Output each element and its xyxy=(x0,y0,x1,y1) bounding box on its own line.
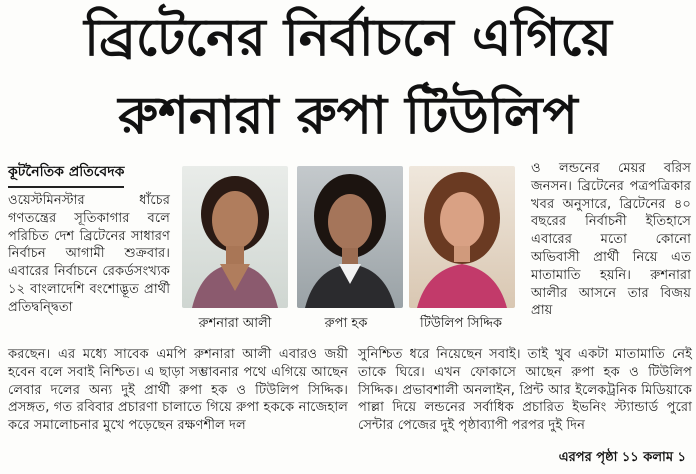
photo-caption: টিউলিপ সিদ্দিক xyxy=(419,316,503,331)
portrait-rushanara-ali xyxy=(182,166,288,308)
portrait-rupa-huq xyxy=(297,166,403,308)
headline-line-2: রুশনারা রুপা টিউলিপ xyxy=(118,86,578,146)
person-portrait-illustration xyxy=(297,166,403,308)
person-portrait-illustration xyxy=(182,166,288,308)
continued-on-page: এরপর পৃষ্ঠা ১১ কলাম ১ xyxy=(558,450,686,465)
byline: কূটনৈতিক প্রতিবেদক xyxy=(8,160,124,188)
photo-caption: রুশনারা আলী xyxy=(198,316,272,331)
person-portrait-illustration xyxy=(409,166,515,308)
article-body-bottom-left: করছেন। এর মধ্যে সাবেক এমপি রুশনারা আলী এবারও জয়ী হবেন বলে সবাই নিশ্চিত। এ ছাড়া সম্ভাবনার পথে এগিয়ে আছেন লেবার দলের অন্য দুই প্রার্থী রুপা হক ও টিউলিপ সিদ্দিক। প্রসঙ্গত, গত রবিবার প্রচারণা চালাতে গিয়ে রুপা হককে নাজেহাল করে সমালোচনার মুখে পড়েছেন রক্ষণশীল দল xyxy=(8,347,348,434)
article-column-left: ওয়েস্টমিনস্টার ধাঁচের গণতন্ত্রের সূতিকাগার বলে পরিচিত দেশ ব্রিটেনের সাধারণ নির্বাচন আগামী শুক্রবার। এবারের নির্বাচনে রেকর্ডসংখ্যক ১২ বাংলাদেশি বংশোদ্ভূত প্রার্থী প্রতিদ্বন্দ্বিতা xyxy=(8,193,170,315)
article-column-right: ও লন্ডনের মেয়র বরিস জনসন। ব্রিটেনের পত্রপত্রিকার খবর অনুসারে, ব্রিটেনের ৪০ বছরের নির্বাচনী ইতিহাসে এবারের মতো কোনো অভিবাসী প্রার্থী নিয়ে এত মাতামাতি হয়নি। রুশনারা আলীর আসনে তার বিজয় প্রায় xyxy=(531,161,691,319)
portrait-tulip-siddiq xyxy=(409,166,515,308)
headline-line-1: ব্রিটেনের নির্বাচনে এগিয়ে xyxy=(84,8,612,68)
photo-caption: রুপা হক xyxy=(324,316,368,331)
article-body-bottom-right: সুনিশ্চিত ধরে নিয়েছেন সবাই। তাই খুব একটা মাতামাতি নেই তাকে ঘিরে। এখন ফোকাসে আছেন রুপা হক ও টিউলিপ সিদ্দিক। প্রভাবশালী অনলাইন, প্রিন্ট আর ইলেকট্রনিক মিডিয়াকে পাল্লা দিয়ে লন্ডনের সর্বাধিক প্রচারিত ইভনিং স্ট্যান্ডার্ড পুরো সেন্টার পেজের দুই পৃষ্ঠাব্যাপী পরপর দুই দিন xyxy=(358,347,692,434)
